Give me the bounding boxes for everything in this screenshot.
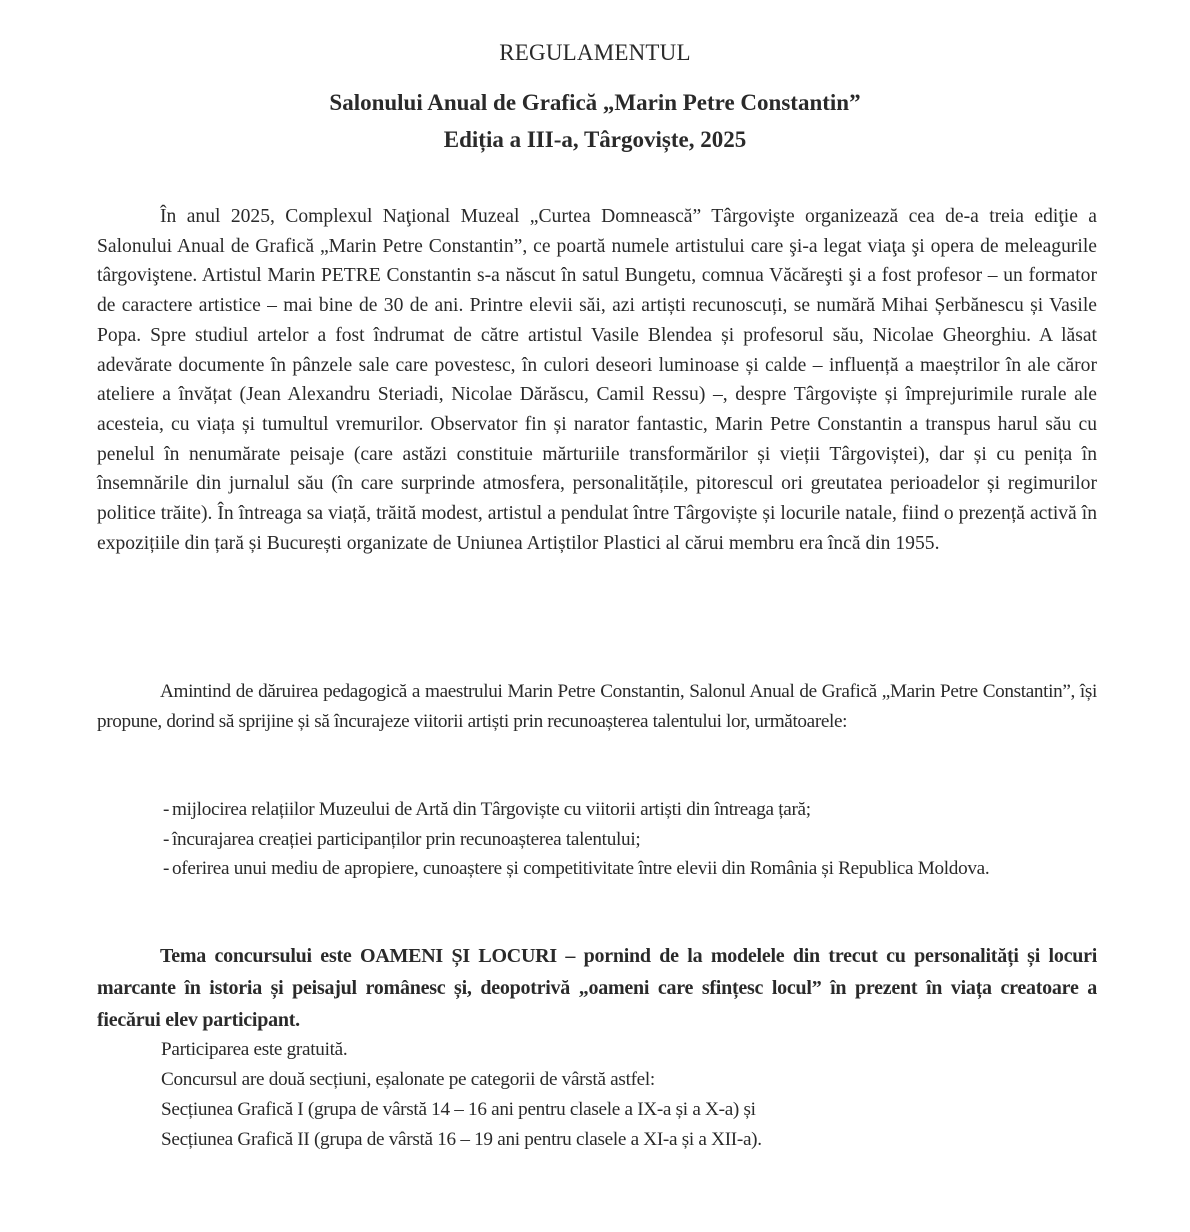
document-subtitle-salon: Salonului Anual de Grafică „Marin Petre Constantin” xyxy=(329,90,861,115)
list-item xyxy=(97,795,1097,825)
list-item-text: încurajarea creației participanților prin recunoașterea talentului; xyxy=(172,828,641,850)
bullet-dash-icon: - xyxy=(163,858,170,880)
intro-paragraph: În anul 2025, Complexul Naţional Muzeal „Curtea Domnească” Târgovişte organizează cea de-a treia ediţie a Salonului Anual de Grafică „Marin Petre Constantin”, ce poartă numele artistului care şi-a legat viaţa şi opera de meleagurile târgoviştene. Artistul Marin PETRE Constantin s-a născut în satul Bungetu, comnua Văcăreşti şi a fost profesor – un formator de caractere artistice – mai bine de 30 de ani. Printre elevii săi, azi artiști recunoscuți, se numără Mihai Șerbănescu și Vasile Popa. Spre studiul artelor a fost îndrumat de către artistul Vasile Blendea și profesorul său, Nicolae Gheorghiu. A lăsat adevărate documente în pânzele sale care povestesc, în culori deseori luminoase și calde – influență a maeștrilor în ale căror ateliere a învățat (Jean Alexandru Steriadi, Nicolae Dărăscu, Camil Ressu) –, despre Târgoviște și împrejurimile rurale ale acesteia, cu viața și tumultul vremurilor. Observator fin și narator fantastic, Marin Petre Constantin a transpus harul său cu penelul în nenumărate peisaje (care astăzi constituie mărturiile transformărilor și vieții Târgoviștei), dar și cu penița în însemnările din jurnalul său (în care surprinde atmosfera, personalitățile, pitorescul ori greutatea perioadelor și regimurilor politice trăite). În întreaga sa viață, trăită modest, artistul a pendulat între Târgoviște și locurile natale, fiind o prezență activă în expozițiile din țară și București organizate de Uniunea Artiștilor Plastici al cărui membru era încă din 1955. xyxy=(97,206,1097,554)
list-item xyxy=(97,854,1097,884)
bullet-dash-icon: - xyxy=(163,799,170,820)
document-subtitle-edition: Ediția a III-a, Târgoviște, 2025 xyxy=(443,127,747,152)
list-item-text: mijlocirea relațiilor Muzeului de Artă din Târgoviște cu viitorii artiști din întreaga țară; xyxy=(172,799,811,820)
list-item xyxy=(97,825,1097,855)
section-grafica-1: Secțiunea Grafică I (grupa de vârstă 14 – 16 ani pentru clasele a IX-a și a X-a) și xyxy=(161,1099,756,1120)
sections-intro-text: Concursul are două secțiuni, eșalonate pe categorii de vârstă astfel: xyxy=(161,1069,655,1090)
section-grafica-2: Secțiunea Grafică II (grupa de vârstă 16 – 19 ani pentru clasele a XI-a și a XII-a). xyxy=(161,1129,762,1150)
theme-paragraph: Tema concursului este OAMENI ȘI LOCURI – pornind de la modelele din trecut cu personalități și locuri marcante în istoria și peisajul românesc și, deopotrivă „oameni care sfințesc locul” în prezent în viața creatoare a fiecărui elev participant. xyxy=(97,945,1097,1031)
bullet-dash-icon: - xyxy=(163,828,170,850)
document-title: REGULAMENTUL xyxy=(499,40,691,65)
objectives-paragraph: Amintind de dăruirea pedagogică a maestrului Marin Petre Constantin, Salonul Anual de Grafică „Marin Petre Constantin”, își propune, dorind să sprijine și să încurajeze viitorii artiști prin recunoașterea talentului lor, următoarele: xyxy=(97,681,1097,732)
objectives-list xyxy=(97,795,1097,884)
participation-text: Participarea este gratuită. xyxy=(161,1039,348,1060)
list-item-text: oferirea unui mediu de apropiere, cunoaștere și competitivitate între elevii din România și Republica Moldova. xyxy=(172,858,990,880)
